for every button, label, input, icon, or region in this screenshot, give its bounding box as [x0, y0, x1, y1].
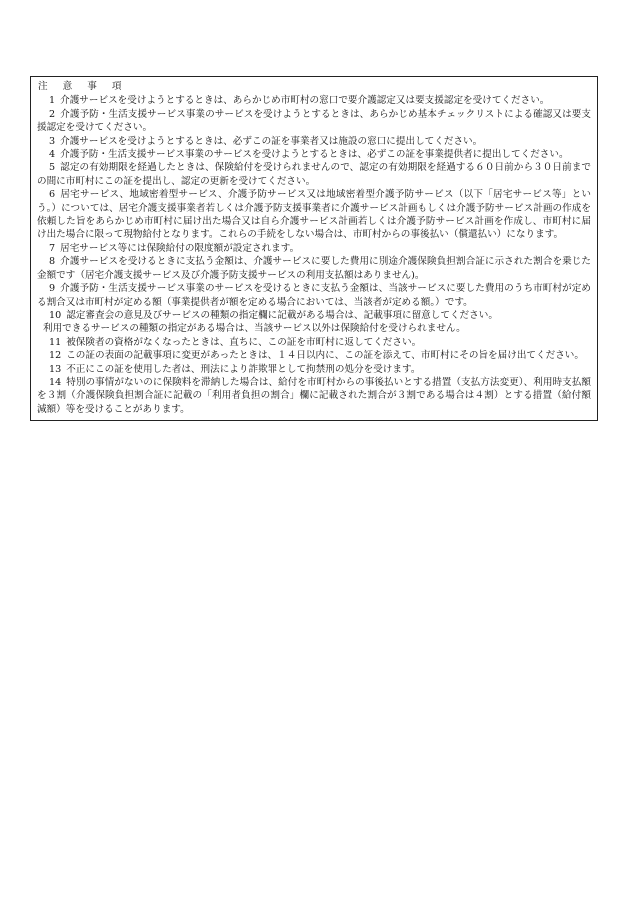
notice-item	[37, 242, 591, 255]
notice-item	[37, 282, 591, 309]
notice-box	[30, 76, 598, 421]
notice-item-text: 居宅サービス等には保険給付の限度額が設定されます。	[60, 242, 300, 254]
notice-item-number: 3	[49, 135, 56, 147]
notice-item-number: 8	[49, 256, 56, 268]
notice-item	[37, 148, 591, 161]
notice-item-number: 11	[49, 336, 62, 348]
notice-item-number: 4	[49, 149, 56, 161]
notice-item-text: 不正にこの証を使用した者は、刑法により詐欺罪として拘禁刑の処分を受けます。	[66, 363, 421, 375]
notice-item	[37, 108, 591, 135]
notice-item-number: 14	[49, 376, 62, 388]
notice-item-list	[37, 94, 591, 416]
notice-item-number: 7	[49, 242, 56, 254]
notice-item-text: 特別の事情がないのに保険料を滞納した場合は、給付を市町村からの事後払いとする措置（支払方法変更）、利用時支払額を３割（介護保険負担割合証に記載の「利用者負担の割合」欄に記載された割合が３割である場合は４割）とする措置（給付額減額）等を受けることがあります。	[37, 376, 591, 415]
notice-item	[37, 188, 591, 242]
notice-item	[37, 363, 591, 376]
notice-item-number: 13	[49, 363, 62, 375]
notice-item-text: 介護予防・生活支援サービス事業のサービスを受けようとするときは、あらかじめ基本チェックリストによる確認又は要支援認定を受けてください。	[37, 108, 591, 134]
notice-item-number: 1	[49, 95, 56, 107]
notice-item	[37, 336, 591, 349]
notice-item-continuation: 利用できるサービスの種類の指定がある場合は、当該サービス以外は保険給付を受けられません。	[43, 323, 466, 335]
notice-item	[37, 255, 591, 282]
notice-item-text: 介護サービスを受けようとするときは、あらかじめ市町村の窓口で要介護認定又は要支援認定を受けてください。	[60, 95, 550, 107]
notice-item-text: 被保険者の資格がなくなったときは、直ちに、この証を市町村に返してください。	[66, 336, 422, 348]
notice-item-text: 認定審査会の意見及びサービスの種類の指定欄に記載がある場合は、記載事項に留意してください。	[66, 309, 498, 321]
notice-item	[37, 94, 591, 107]
notice-item-text: 介護予防・生活支援サービス事業のサービスを受けようとするときは、必ずこの証を事業提供者に提出してください。	[60, 149, 569, 161]
notice-item	[37, 349, 591, 362]
notice-item-number: 2	[49, 108, 56, 120]
notice-item	[37, 161, 591, 188]
notice-item-text: 介護サービスを受けようとするときは、必ずこの証を事業者又は施設の窓口に提出してください。	[60, 135, 483, 147]
notice-item	[37, 376, 591, 416]
notice-item-number: 9	[49, 283, 56, 295]
notice-item-number: 6	[49, 189, 56, 201]
notice-item-number: 5	[49, 162, 56, 174]
notice-heading: 注 意 事 項	[38, 81, 128, 92]
notice-item-text: 介護予防・生活支援サービス事業のサービスを受けるときに支払う金額は、当該サービスに要した費用のうち市町村が定める割合又は市町村が定める額（事業提供者が額を定める場合においては、当該者が定める額。）です。	[37, 283, 591, 308]
notice-item-number: 12	[49, 350, 62, 362]
notice-item	[37, 309, 591, 322]
notice-item-text: 介護サービスを受けるときに支払う金額は、介護サービスに要した費用に別途介護保険負担割合証に示された割合を乗じた金額です（居宅介護支援サービス及び介護予防支援サービスの利用支払額はありません)。	[37, 256, 591, 281]
notice-item-text: この証の表面の記載事項に変更があったときは、１４日以内に、この証を添えて、市町村にその旨を届け出てください。	[66, 350, 584, 362]
notice-item-number: 10	[49, 309, 62, 321]
notice-item-text: 居宅サービス、地域密着型サービス、介護予防サービス又は地域密着型介護予防サービス（以下「居宅サービス等」という。）については、居宅介護支援事業者若しくは介護予防支援事業者に介護サービス計画もしくは介護予防サービス計画の作成を依頼した旨をあらかじめ市町村に届け出た場合又は自ら介護サービス計画若しくは介護予防サービス計画を作成し、市町村に届け出た場合に限って現物給付となります。これらの手続をしない場合は、市町村からの事後払い（償還払い）になります。	[37, 189, 591, 241]
notice-item-text: 認定の有効期限を経過したときは、保険給付を受けられませんので、認定の有効期限を経過する６０日前から３０日前までの間に市町村にこの証を提出し、認定の更新を受けてください。	[37, 162, 591, 187]
notice-item	[37, 135, 591, 148]
